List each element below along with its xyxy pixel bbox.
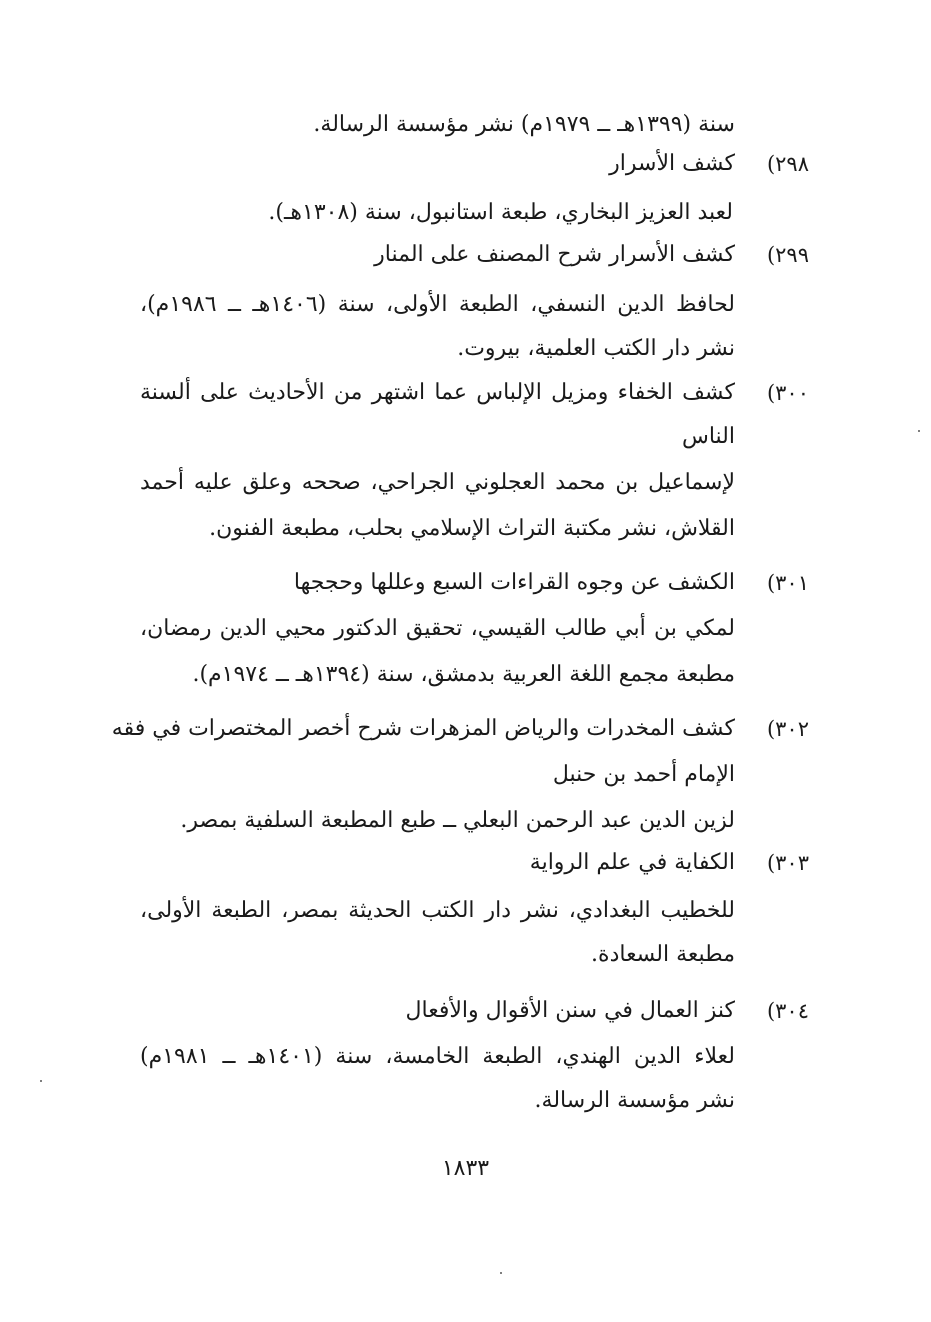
continuation-line: سنة (١٣٩٩هـ ــ ١٩٧٩م) نشر مؤسسة الرسالة. <box>313 112 735 137</box>
entry-number: ٣٠٣) <box>766 851 809 875</box>
entry-details-line: لعبد العزيز البخاري، طبعة استانبول، سنة (١٣٠٨هـ). <box>268 200 733 225</box>
entry-details-line: للخطيب البغدادي، نشر دار الكتب الحديثة بمصر، الطبعة الأولى، <box>140 898 735 923</box>
entry-number: ٢٩٨) <box>766 152 809 176</box>
entry-title: كشف المخدرات والرياض المزهرات شرح أخصر المختصرات في فقه <box>111 716 735 741</box>
entry-title: كشف الأسرار <box>609 151 735 176</box>
entry-details-line: لمكي بن أبي طالب القيسي، تحقيق الدكتور محيي الدين رمضان، <box>140 616 735 641</box>
entry-number: ٣٠٢) <box>766 717 809 741</box>
entry-title: الكشف عن وجوه القراءات السبع وعللها وحججها <box>293 570 735 595</box>
entry-details-line: لحافظ الدين النسفي، الطبعة الأولى، سنة (١٤٠٦هـ ــ ١٩٨٦م)، <box>140 292 735 317</box>
entry-number: ٣٠٠) <box>766 381 809 405</box>
entry-details-line: القلاش، نشر مكتبة التراث الإسلامي بحلب، مطبعة الفنون. <box>209 516 735 541</box>
entry-title: كنز العمال في سنن الأقوال والأفعال <box>405 998 735 1023</box>
entry-details-line: نشر مؤسسة الرسالة. <box>534 1088 735 1113</box>
scan-speck <box>40 1080 42 1082</box>
entry-number: ٣٠٤) <box>766 999 809 1023</box>
entry-title-continuation: الإمام أحمد بن حنبل <box>552 762 735 787</box>
scan-speck <box>918 430 920 432</box>
entry-number: ٣٠١) <box>766 571 809 595</box>
entry-title: كشف الخفاء ومزيل الإلباس عما اشتهر من الأحاديث على ألسنة <box>140 380 735 405</box>
entry-details-line: مطبعة مجمع اللغة العربية بدمشق، سنة (١٣٩٤هـ ــ ١٩٧٤م). <box>192 662 735 687</box>
entry-details-line: مطبعة السعادة. <box>591 942 735 967</box>
scan-speck <box>500 1272 502 1274</box>
page-number: ١٨٣٣ <box>441 1156 490 1181</box>
entry-details-line: لزين الدين عبد الرحمن البعلي ــ طبع المطبعة السلفية بمصر. <box>180 808 735 833</box>
entry-details-line: لعلاء الدين الهندي، الطبعة الخامسة، سنة (١٤٠١هـ ــ ١٩٨١م) <box>140 1044 735 1069</box>
entry-details-line: لإسماعيل بن محمد العجلوني الجراحي، صححه وعلق عليه أحمد <box>140 470 735 495</box>
entry-title-continuation: الناس <box>681 424 735 449</box>
entry-details-line: نشر دار الكتب العلمية، بيروت. <box>457 336 735 361</box>
entry-title: الكفاية في علم الرواية <box>529 850 735 875</box>
entry-title: كشف الأسرار شرح المصنف على المنار <box>374 242 735 267</box>
entry-number: ٢٩٩) <box>766 243 809 267</box>
